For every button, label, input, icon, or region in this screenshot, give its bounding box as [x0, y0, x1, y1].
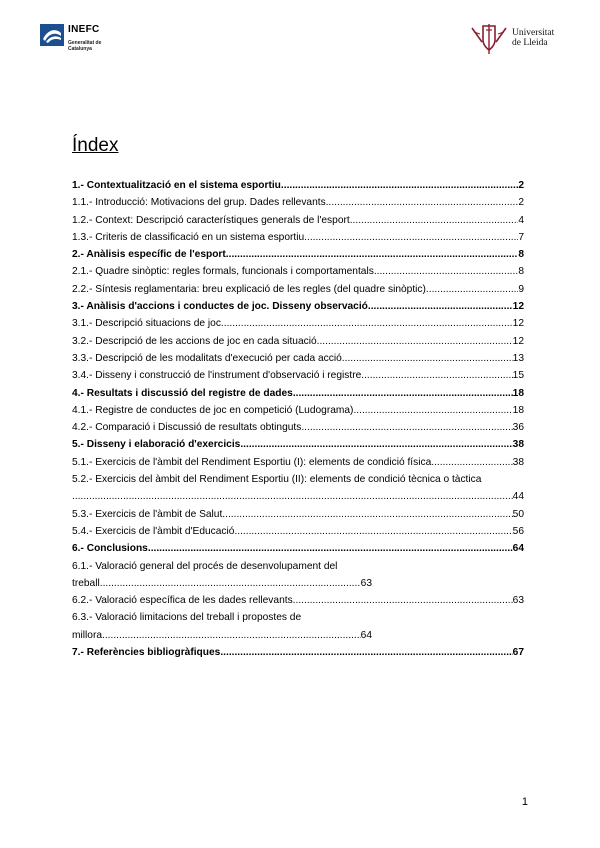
toc-page-number: 7	[518, 231, 524, 243]
toc-leader	[326, 194, 519, 211]
toc-entry-continuation[interactable]	[72, 575, 372, 592]
toc-entry-text: treball	[72, 577, 100, 589]
toc-entry-text: 5.1.- Exercicis de l'àmbit del Rendiment Esportiu (I): elements de condició física	[72, 456, 432, 468]
toc-page-number: 56	[512, 525, 524, 537]
toc-leader	[221, 315, 513, 332]
toc-entry-text: 2.1.- Quadre sinòptic: regles formals, funcionals i comportamentals	[72, 266, 374, 278]
toc-leader	[293, 592, 513, 609]
toc-entry[interactable]	[72, 419, 524, 436]
toc-leader	[234, 523, 512, 540]
toc-leader	[426, 281, 518, 298]
toc-entry-text: 5.- Disseny i elaboració d'exercicis	[72, 439, 241, 451]
toc-leader	[148, 540, 513, 557]
toc-entry-text: 5.4.- Exercicis de l'àmbit d'Educació	[72, 525, 235, 537]
page-header	[40, 18, 565, 63]
toc-leader	[100, 575, 361, 592]
toc-page-number: 38	[512, 439, 524, 451]
toc-entry[interactable]	[72, 471, 524, 506]
toc-entry[interactable]	[72, 367, 524, 384]
toc-page-number: 63	[512, 595, 524, 607]
toc-entry-continuation[interactable]	[72, 627, 372, 644]
toc-page-number: 15	[512, 370, 524, 382]
inefc-logo	[40, 18, 120, 63]
toc-entry-text: 3.3.- Descripció de les modalitats d'execució per cada acció	[72, 352, 342, 364]
inefc-logo-text: INEFC	[68, 24, 100, 35]
toc-entry[interactable]	[72, 194, 524, 211]
toc-entry[interactable]	[72, 592, 524, 609]
toc-page-number: 2	[518, 180, 524, 191]
toc-entry-text: 2.2.- Síntesis reglamentaria: breu explicació de les regles (del quadre sinòptic)	[72, 283, 426, 295]
toc-entry-text: 6.1.- Valoració general del procés de desenvolupament del	[72, 560, 338, 572]
toc-leader	[353, 402, 512, 419]
udl-logo-text-line1: Universitat	[512, 28, 555, 38]
toc-leader	[293, 385, 513, 402]
toc-entry-text: 1.1.- Introducció: Motivacions del grup. Dades rellevants	[72, 197, 326, 209]
toc-entry-text: 3.4.- Disseny i construcció de l'instrument d'observació i registre	[72, 370, 362, 382]
toc-page-number: 63	[360, 577, 372, 589]
toc-leader	[226, 246, 519, 263]
udl-logo-text-line2: de Lleida	[512, 38, 548, 48]
udl-logo-text	[512, 28, 554, 48]
toc-page-number: 2	[518, 197, 524, 209]
toc-leader	[72, 488, 513, 505]
toc-leader	[361, 367, 512, 384]
inefc-logo-subtext: Generalitat de Catalunya	[68, 40, 102, 52]
toc-leader	[350, 212, 519, 229]
toc-entry[interactable]	[72, 350, 524, 367]
toc-entry-text: 4.2.- Comparació i Discussió de resultats obtinguts	[72, 422, 302, 434]
toc-leader	[342, 350, 513, 367]
toc-entry[interactable]	[72, 333, 524, 350]
toc-entry[interactable]	[72, 506, 524, 523]
toc-leader	[222, 506, 512, 523]
toc-page-number: 64	[360, 629, 372, 641]
udl-shield-icon	[470, 22, 508, 56]
toc-entry[interactable]	[72, 436, 524, 453]
toc-page-number: 18	[512, 387, 524, 399]
udl-logo	[470, 22, 565, 62]
toc-page-number: 18	[512, 404, 524, 416]
toc-entry-text: 1.- Contextualització en el sistema esportiu	[72, 180, 281, 191]
toc-leader	[304, 229, 518, 246]
toc-entry-text: 5.2.- Exercicis del àmbit del Rendiment Esportiu (II): elements de condició tècnica o tàctica	[72, 474, 482, 486]
toc-entry[interactable]	[72, 609, 524, 626]
toc-entry[interactable]	[72, 315, 524, 332]
toc-page-number: 67	[512, 647, 524, 659]
toc-page-number: 4	[518, 214, 524, 226]
toc-entry[interactable]	[72, 385, 524, 402]
toc-leader	[281, 177, 518, 194]
toc-entry-text: millora	[72, 629, 103, 641]
toc-page-number: 64	[512, 543, 524, 555]
toc-entry-text: 4.- Resultats i discussió del registre de dades	[72, 387, 293, 399]
toc-leader	[240, 436, 512, 453]
toc-entry-text: 1.3.- Criteris de classificació en un sistema esportiu	[72, 231, 305, 243]
toc-page-number: 12	[512, 335, 524, 347]
toc-page-number: 44	[512, 491, 524, 503]
toc-page-number: 8	[518, 266, 524, 278]
inefc-logo-icon	[40, 24, 64, 46]
toc-entry[interactable]	[72, 454, 524, 471]
toc-entry-text: 1.2.- Context: Descripció característiques generals de l'esport	[72, 214, 350, 226]
toc-entry[interactable]	[72, 281, 524, 298]
toc-entry-text: 3.2.- Descripció de les accions de joc en cada situació	[72, 335, 317, 347]
toc-entry[interactable]	[72, 523, 524, 540]
toc-page-number: 38	[512, 456, 524, 468]
toc-entry[interactable]	[72, 263, 524, 280]
toc-entry[interactable]	[72, 558, 524, 575]
toc-page-number: 36	[512, 422, 524, 434]
toc-page-number: 12	[512, 318, 524, 330]
toc-entry-text: 6.2.- Valoració específica de les dades rellevants	[72, 595, 293, 607]
toc-entry-text: 5.3.- Exercicis de l'àmbit de Salut	[72, 508, 223, 520]
toc-leader	[102, 627, 361, 644]
toc-page-number: 50	[512, 508, 524, 520]
toc-page-number: 9	[518, 283, 524, 295]
toc-entry-text: 3.1.- Descripció situacions de joc	[72, 318, 221, 330]
toc-entry[interactable]	[72, 177, 524, 194]
toc-entry[interactable]	[72, 298, 524, 315]
toc-entry[interactable]	[72, 229, 524, 246]
toc-entry[interactable]	[72, 212, 524, 229]
toc-leader	[301, 419, 512, 436]
toc-entry-text: 4.1.- Registre de conductes de joc en competició (Ludograma)	[72, 404, 354, 416]
toc-entry-text: 3.- Anàlisis d'accions i conductes de joc. Disseny observació	[72, 301, 368, 313]
toc-page-number: 8	[518, 249, 524, 261]
toc-entry[interactable]	[72, 540, 524, 557]
toc-leader	[220, 644, 512, 661]
page-number: 1	[521, 796, 528, 808]
table-of-contents	[72, 177, 524, 661]
toc-entry-text: 6.3.- Valoració limitacions del treball i propostes de	[72, 612, 302, 624]
toc-leader	[431, 454, 512, 471]
toc-entry[interactable]	[72, 246, 524, 263]
toc-entry-text: 7.- Referències bibliogràfiques	[72, 647, 221, 659]
toc-entry-text: 2.- Anàlisis específic de l'esport	[72, 249, 226, 261]
toc-entry-text: 6.- Conclusions	[72, 543, 148, 555]
toc-leader	[368, 298, 513, 315]
toc-page-number: 13	[512, 352, 524, 364]
toc-page-number: 12	[512, 301, 524, 313]
toc-leader	[317, 333, 513, 350]
toc-entry[interactable]	[72, 402, 524, 419]
toc-leader	[374, 263, 519, 280]
toc-entry[interactable]	[72, 644, 524, 661]
page-title: Índex	[72, 135, 119, 156]
